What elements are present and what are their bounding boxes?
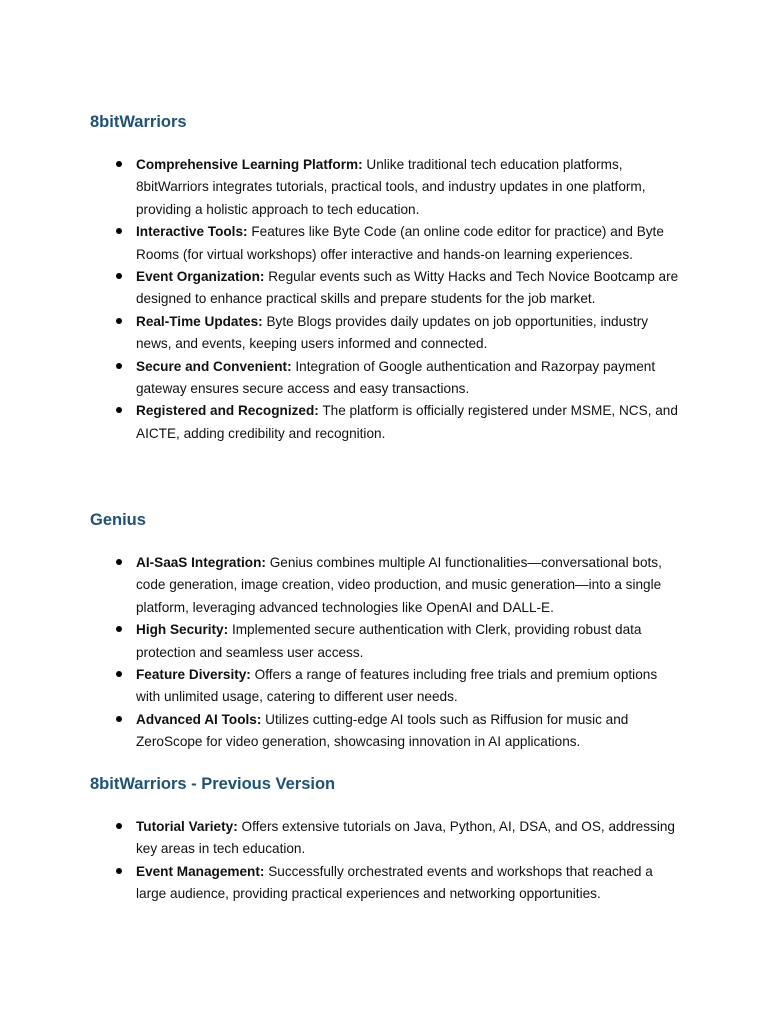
bullet-icon: [116, 823, 122, 829]
item-text: Genius combines multiple AI functionalities—conversational bots, code generation, image creation, video production, and music generation—into a single platform, leveraging advanced technologies like OpenAI and DALL-E.: [136, 555, 662, 615]
item-label: Real-Time Updates:: [136, 313, 263, 329]
list-item: [90, 709, 682, 754]
list-item: [90, 861, 682, 906]
item-label: Interactive Tools:: [136, 224, 248, 240]
item-text: Integration of Google authentication and Razorpay payment gateway ensures secure access and easy transactions.: [136, 358, 656, 397]
list-item: [90, 356, 682, 401]
section-heading: Genius: [90, 511, 146, 529]
item-label: Event Organization:: [136, 269, 265, 285]
item-text: Offers a range of features including free trials and premium options with unlimited usage, catering to different user needs.: [136, 667, 658, 705]
item-text: Offers extensive tutorials on Java, Python, AI, DSA, and OS, addressing key areas in tech education.: [136, 819, 675, 857]
list-item: [90, 664, 682, 709]
bullet-icon: [116, 363, 122, 369]
bullet-list: [90, 816, 682, 906]
list-item: [90, 221, 682, 266]
item-label: High Security:: [136, 622, 229, 638]
bullet-list: [90, 552, 682, 754]
item-text: Successfully orchestrated events and workshops that reached a large audience, providing practical experiences and networking opportunities.: [136, 863, 653, 902]
item-label: Registered and Recognized:: [136, 403, 319, 419]
item-label: Advanced AI Tools:: [136, 711, 262, 727]
section-genius: [90, 510, 682, 754]
item-text: Features like Byte Code (an online code editor for practice) and Byte Rooms (for virtual workshops) offer interactive and hands-on learning experiences.: [136, 224, 664, 262]
list-item: [90, 619, 682, 664]
item-label: Tutorial Variety:: [136, 819, 238, 834]
list-item: [90, 400, 682, 445]
list-item: [90, 266, 682, 311]
list-item: [90, 816, 682, 861]
item-label: Secure and Convenient:: [136, 358, 292, 374]
item-text: Regular events such as Witty Hacks and Tech Novice Bootcamp are designed to enhance practical skills and prepare students for the job market.: [136, 269, 679, 307]
bullet-icon: [116, 671, 122, 677]
item-text: The platform is officially registered under MSME, NCS, and AICTE, adding credibility and recognition.: [136, 403, 678, 441]
bullet-icon: [116, 273, 122, 279]
section-8bitwarriors: [90, 112, 682, 445]
bullet-icon: [116, 868, 122, 874]
item-label: Comprehensive Learning Platform:: [136, 157, 363, 172]
section-heading: 8bitWarriors - Previous Version: [90, 775, 336, 793]
bullet-icon: [116, 407, 122, 413]
bullet-icon: [116, 228, 122, 234]
section-8bitwarriors-previous-version: [90, 774, 682, 906]
item-label: Feature Diversity:: [136, 667, 251, 683]
item-text: Implemented secure authentication with Clerk, providing robust data protection and seamless user access.: [136, 622, 642, 660]
item-text: Utilizes cutting-edge AI tools such as Riffusion for music and ZeroScope for video generation, showcasing innovation in AI applications.: [136, 711, 629, 750]
item-label: AI-SaaS Integration:: [136, 555, 266, 570]
item-label: Event Management:: [136, 863, 265, 879]
item-text: Byte Blogs provides daily updates on job opportunities, industry news, and events, keeping users informed and connected.: [136, 313, 649, 352]
bullet-icon: [116, 559, 122, 565]
list-item: [90, 552, 682, 619]
list-item: [90, 154, 682, 221]
bullet-icon: [116, 318, 122, 324]
item-text: Unlike traditional tech education platforms, 8bitWarriors integrates tutorials, practical tools, and industry updates in one platform, providing a holistic approach to tech education.: [136, 157, 646, 217]
bullet-icon: [116, 161, 122, 167]
section-heading: 8bitWarriors: [90, 113, 187, 131]
bullet-icon: [116, 626, 122, 632]
bullet-list: [90, 154, 682, 445]
list-item: [90, 311, 682, 356]
bullet-icon: [116, 716, 122, 722]
